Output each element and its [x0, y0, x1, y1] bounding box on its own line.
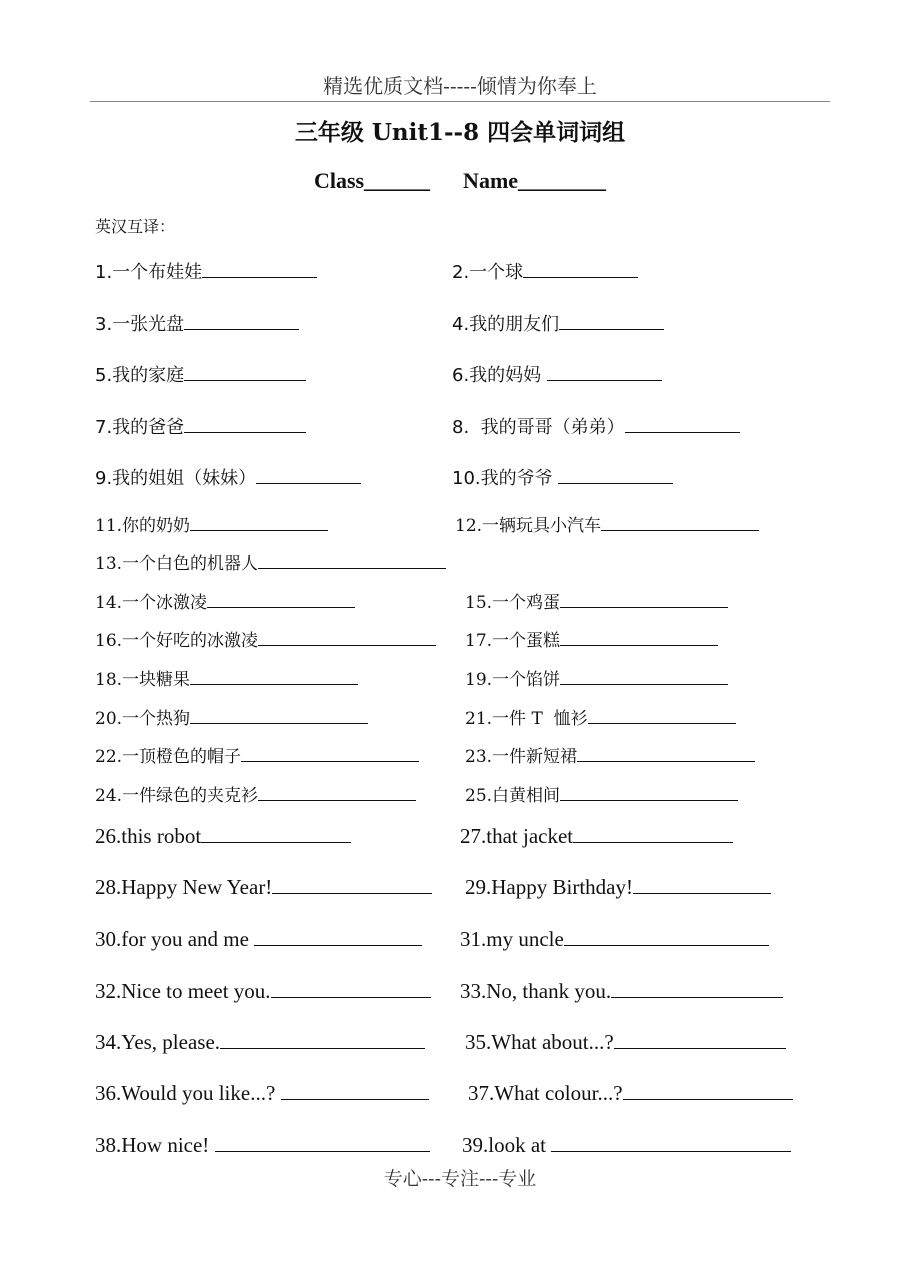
- answer-blank[interactable]: [573, 841, 733, 843]
- header-rule: [90, 101, 830, 102]
- item-label: 2.一个球: [452, 262, 524, 283]
- answer-blank[interactable]: [588, 722, 736, 724]
- answer-blank[interactable]: [254, 944, 422, 946]
- answer-blank[interactable]: [256, 482, 361, 484]
- answer-blank[interactable]: [184, 328, 299, 330]
- item-label: 16.一个好吃的冰激凌: [95, 631, 259, 651]
- exercise-item: [455, 511, 759, 536]
- item-label: 38.How nice!: [95, 1133, 215, 1157]
- answer-blank[interactable]: [202, 276, 317, 278]
- exercise-item: [452, 258, 638, 284]
- exercise-item: [95, 665, 358, 690]
- item-label: 23.一件新短裙: [465, 747, 578, 767]
- item-label: 9.我的姐姐（妹妹）: [95, 468, 257, 489]
- answer-blank[interactable]: [184, 379, 306, 381]
- instruction: 英汉互译：: [95, 217, 176, 236]
- answer-blank[interactable]: [258, 799, 416, 801]
- exercise-item: [465, 704, 736, 729]
- answer-blank[interactable]: [633, 892, 771, 894]
- class-name-line: Class______ Name________: [313, 168, 607, 193]
- item-label: 25.白黄相间: [465, 786, 561, 806]
- page-footer: 专心---专注---专业: [383, 1168, 537, 1190]
- exercise-item: [95, 704, 368, 729]
- item-label: 11.你的奶奶: [95, 516, 191, 536]
- item-label: 36.Would you like...?: [95, 1081, 281, 1105]
- exercise-item: [452, 310, 664, 336]
- item-label: 6.我的妈妈: [452, 365, 547, 386]
- exercise-item: [465, 588, 728, 613]
- worksheet-title: 三年级 Unit1--8 四会单词词组: [294, 119, 626, 146]
- exercise-item: [465, 626, 718, 651]
- item-label: 37.What colour...?: [468, 1081, 623, 1105]
- item-label: 1.一个布娃娃: [95, 262, 203, 283]
- item-label: 30.for you and me: [95, 927, 255, 951]
- exercise-item: [465, 781, 738, 806]
- exercise-item: [452, 361, 662, 387]
- exercise-item: [95, 413, 306, 439]
- item-label: 3.一张光盘: [95, 314, 185, 335]
- answer-blank[interactable]: [523, 276, 638, 278]
- answer-blank[interactable]: [281, 1098, 429, 1100]
- exercise-item: [465, 665, 728, 690]
- exercise-item: [460, 927, 769, 952]
- item-label: 7.我的爸爸: [95, 417, 185, 438]
- exercise-item: [95, 979, 431, 1004]
- item-label: 39.look at: [462, 1133, 552, 1157]
- exercise-item: [95, 511, 328, 536]
- answer-blank[interactable]: [241, 760, 419, 762]
- answer-blank[interactable]: [184, 431, 306, 433]
- exercise-item: [95, 824, 351, 849]
- item-label: 19.一个馅饼: [465, 670, 561, 690]
- exercise-item: [462, 1133, 791, 1158]
- exercise-item: [465, 1030, 786, 1055]
- exercise-item: [95, 361, 306, 387]
- exercise-item: [95, 927, 422, 952]
- answer-blank[interactable]: [207, 606, 355, 608]
- item-label: 17.一个蛋糕: [465, 631, 561, 651]
- exercise-item: [95, 1081, 429, 1106]
- item-label: 24.一件绿色的夹克衫: [95, 786, 259, 806]
- answer-blank[interactable]: [220, 1047, 425, 1049]
- exercise-item: [95, 1030, 425, 1055]
- exercise-item: [460, 979, 783, 1004]
- exercise-item: [465, 875, 771, 900]
- answer-blank[interactable]: [190, 683, 358, 685]
- exercise-item: [468, 1081, 793, 1106]
- answer-blank[interactable]: [271, 996, 431, 998]
- item-label: 4.我的朋友们: [452, 314, 560, 335]
- exercise-item: [460, 824, 733, 849]
- item-label: 22.一顶橙色的帽子: [95, 747, 242, 767]
- exercise-item: [95, 1133, 430, 1158]
- exercise-item: [95, 781, 416, 806]
- item-label: 12.一辆玩具小汽车: [455, 516, 602, 536]
- answer-blank[interactable]: [547, 379, 662, 381]
- answer-blank[interactable]: [215, 1150, 430, 1152]
- answer-blank[interactable]: [258, 644, 436, 646]
- answer-blank[interactable]: [201, 841, 351, 843]
- exercise-item: [95, 310, 299, 336]
- answer-blank[interactable]: [564, 944, 769, 946]
- item-label: 27.that jacket: [460, 824, 574, 848]
- page-header: 精选优质文档-----倾情为你奉上: [323, 74, 597, 98]
- item-label: 10.我的爷爷: [452, 468, 559, 489]
- answer-blank[interactable]: [190, 722, 368, 724]
- answer-blank[interactable]: [577, 760, 755, 762]
- answer-blank[interactable]: [623, 1098, 793, 1100]
- item-label: 34.Yes, please.: [95, 1030, 221, 1054]
- item-label: 13.一个白色的机器人: [95, 554, 259, 574]
- answer-blank[interactable]: [560, 606, 728, 608]
- item-label: 32.Nice to meet you.: [95, 979, 271, 1003]
- item-label: 8. 我的哥哥（弟弟）: [452, 417, 625, 438]
- answer-blank[interactable]: [560, 683, 728, 685]
- exercise-item: [95, 742, 419, 767]
- answer-blank[interactable]: [625, 431, 740, 433]
- answer-blank[interactable]: [559, 328, 664, 330]
- answer-blank[interactable]: [560, 644, 718, 646]
- exercise-item: [452, 413, 740, 439]
- answer-blank[interactable]: [601, 529, 759, 531]
- exercise-item: [452, 464, 673, 490]
- answer-blank[interactable]: [614, 1047, 786, 1049]
- answer-blank[interactable]: [272, 892, 432, 894]
- answer-blank[interactable]: [551, 1150, 791, 1152]
- exercise-item: [95, 626, 436, 651]
- answer-blank[interactable]: [190, 529, 328, 531]
- item-label: 5.我的家庭: [95, 365, 185, 386]
- item-label: 26.this robot: [95, 824, 202, 848]
- answer-blank[interactable]: [558, 482, 673, 484]
- item-label: 18.一块糖果: [95, 670, 191, 690]
- exercise-item: [95, 258, 317, 284]
- exercise-item: [95, 549, 446, 574]
- exercise-item: [95, 588, 355, 613]
- item-label: 28.Happy New Year!: [95, 875, 273, 899]
- item-label: 33.No, thank you.: [460, 979, 612, 1003]
- item-label: 31.my uncle: [460, 927, 564, 951]
- answer-blank[interactable]: [258, 567, 446, 569]
- answer-blank[interactable]: [611, 996, 783, 998]
- exercise-item: [95, 875, 432, 900]
- exercise-item: [465, 742, 755, 767]
- item-label: 21.一件 T 恤衫: [465, 709, 588, 729]
- answer-blank[interactable]: [560, 799, 738, 801]
- item-label: 35.What about...?: [465, 1030, 614, 1054]
- exercise-item: [95, 464, 361, 490]
- item-label: 14.一个冰激凌: [95, 593, 208, 613]
- item-label: 15.一个鸡蛋: [465, 593, 561, 613]
- item-label: 29.Happy Birthday!: [465, 875, 633, 899]
- item-label: 20.一个热狗: [95, 709, 191, 729]
